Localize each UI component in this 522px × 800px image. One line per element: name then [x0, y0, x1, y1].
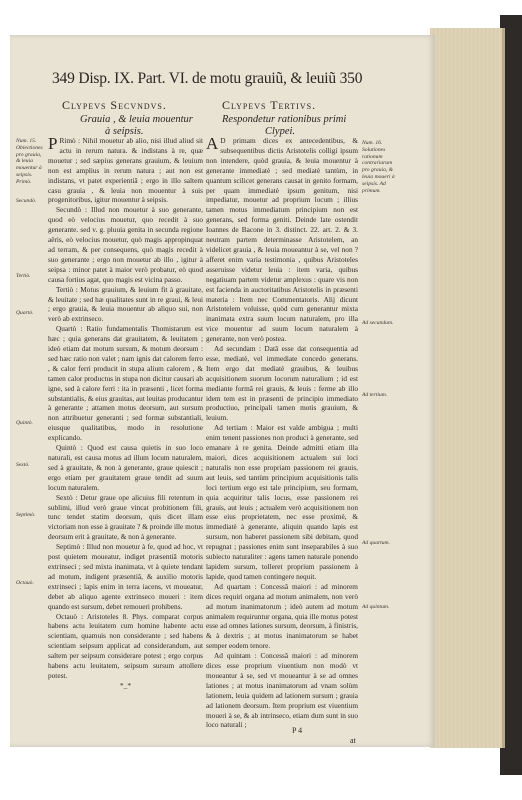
- right-paragraph: Ad tertiam : Maior est valde ambigua ; multi enim tenent passiones non produci à generante, sed emanare à re genita. Deinde admitti etiam illa maiori, dices acquisitionem actualem sui loci naturalis non esse propriam passionem rei grauis, aut leuis, sed tantùm principium acquisitionis talis loci tertium ergo est tale principium, seu formam, quia acquiritur talis locus, esse passionem rei grauis, aut leuis ; actualem verò acquisitionem non esse eius proprietatem, nec esse proximè, & immediatè à generante, aliquin quando lapis est sursum, non haberet passionem sibi debitam, quod repugnat ; passiones enim sunt inseparabiles à suo subiecto naturaliter : agens tamen naturale ponendo lapidem sursum, tolleret proprium passionem à lapide, quod tamen contingere nequit.: [206, 423, 358, 581]
- drop-cap-p: P: [48, 134, 58, 153]
- left-margin-note: Septimò.: [16, 512, 36, 518]
- right-margin-note: Ad secundum.: [362, 320, 394, 326]
- page-edges: [430, 28, 505, 748]
- right-subtitle-line2: Clypei.: [265, 126, 296, 137]
- left-margin-note: Secundò.: [16, 198, 37, 204]
- right-paragraph: A D primam dices ex antecedentibus, & subsequentibus dictis Aristotelis colligi ipsum non intendere, quòd grauia, & leuia mouentur à generante immediatè ; sed mediatè tantùm, in quantum scilicet generans causat in genito formam, per quam immediatè ipsum genitum, nisi impediatur, mouetur ad proprium locum ; illius tamen motus immediatum principium non est generans, sed forma geniti. Deinde late ostendit Ioannes de Bacone in 3. distinct. 22. art. 2. & 3. neutram partem determinasse Aristotelem, an videlicet grauia , & leuia moueantur à se, vel non ? afferet enim varia testimonia , quibus Aristoteles asseruisse videtur leuia : item varia, quibus negatiuam partem videtur amplexus : quare vis non est facienda in auctoritatibus Aristotelis in præsenti materia : Item nec Commentatoris. Alij dicunt Aristotelem voluisse, quòd cum generantur mixta inanimata extra suum locum naturalem, pro illa vice mouentur ad suum locum naturalem à generante, non verò postea.: [206, 134, 358, 344]
- left-margin-note: Sextò.: [16, 462, 30, 468]
- right-paragraph: Ad quintam : Concessâ maiori : ad minorem dices esse proprium viuentium non modò vt moueantur à se, sed vt moueantur à se ad omnes lationes ; at motus inanimatorum ad vnam solùm lationem, leuia quidem ad lationem sursum ; grauia ad lationem deorsum. Item proprium est viuentium moueri à se, & ab intrinseco, etiam dum sunt in suo loco naturali ;: [206, 651, 358, 730]
- left-paragraph: Tertiò : Motus grauium, & leuium fit à grauitate, & leuitate ; sed hæ qualitates sunt in re graui, & leui ; ergo grauia, & leuia mouentur ab aliquo sui, non verò ab extrinseco.: [48, 284, 203, 324]
- left-margin-note: Num. 15. Obiectiones pro grauia, & leuia mouentur à seipsis. Primò.: [16, 138, 43, 185]
- left-paragraph: Quintò : Quod est causa quietis in suo loco naturali, est causa motus ad illum locum naturalem, sed à grauitate, & non à generante, graue quiescit ; ergo etiam per grauitatem graue tendit ad suum locum naturalem.: [48, 443, 203, 492]
- left-paragraph: Octauò : Aristoteles 8. Phys. comparat corpus habens actu leuitatem cum homine habente actu scientiam, quamuis non considerante ; sed habens scientiam seipsum applicat ad considerandum, aut saltem per seipsum considerare potest ; ergo corpus habens actu leuitatem, seipsum sursum attollere potest.: [48, 611, 203, 680]
- left-paragraph: P Rimò : Nihil mouetur ab alio, nisi illud aliud sit actu in rerum natura. & indistans à re, quæ mouetur ; sed sæpius generans grauium, & leuium non est amplius in rerum natura ; aut non est indistans, vt patet experientiâ ; ergo in illo saltem casu grauia , & leuia non mouentur à suis progenitoribus, igitur mouentur à seipsis.: [48, 134, 203, 205]
- drop-cap-a: A: [206, 134, 219, 153]
- right-margin-note: Ad quartum.: [362, 540, 390, 546]
- left-paragraph: Sextò : Detur graue ope alicuius fili retentum in sublimi, illud verò graue vincat probitionem fili, tunc tendet statim deorsum, quis dicet illam victoriam non esse à grauitate ? & proinde ille motus deorsum erit à grauitate, & non à generante.: [48, 492, 203, 542]
- left-margin-note: Quartò.: [16, 310, 34, 316]
- left-margin-note: Tertiò.: [16, 273, 31, 279]
- right-column: [206, 136, 358, 730]
- right-paragraph: Ad secundam : Datâ esse dat consequentia ad esse, mediatè, vel immediate concedo generans. Item ergo dat mediatè grauibus, & leuibus acquisitionem suorum locorum naturalium ; id est mediante formâ rei grauis, & leuis : ferme ab illo idem tem est in præsenti de principio immediato productiuo, principali tamen motis grauium, & leuium.: [206, 344, 358, 423]
- left-subtitle-line1: Grauia , & leuia mouentur: [80, 114, 193, 125]
- running-header: 349 Disp. IX. Part. VI. de motu grauiũ, & leuiũ 350: [52, 70, 363, 87]
- left-column-title: Clypevs Secvndvs.: [62, 98, 167, 112]
- left-paragraph: Quartò : Ratio fundamentalis Thomistarum est hæc ; quia generans dat grauitatem, & leuitatem ; ideò etiam dat motum sursum, & motum deorsum : sed hæc ratio non valet ; nam ignis dat calorem ferro , & calor ferri producit in stupa alium calorem , & tamen calor productus in stupa non dicitur causari ab igne, sed à calore ferri : ita in præsenti , licet forma substantialis, & eius grauitas, aut leuitas producantur à generante ; attamen motus deorsum, aut sursum non attribuetur generanti ; sed formæ substantiali, eiusque qualitatibus, modo in resolutione explicando.: [48, 324, 203, 443]
- right-margin-note: Ad quintum.: [362, 604, 390, 610]
- left-margin-note: Quintò.: [16, 420, 33, 426]
- signature-mark: P 4: [292, 726, 303, 735]
- right-subtitle-line1: Respondetur rationibus primi: [222, 114, 347, 125]
- right-margin-note: Ad tertium.: [362, 392, 388, 398]
- right-column-title: Clypevs Tertivs.: [222, 98, 317, 112]
- left-paragraph: Secundò : Illud non mouetur à suo generante, quod eò velocius mouetur, quo recedit à suo generante. sed v. g. pluuia genita in secunda regione aëris, eò velocius mouetur, quò magis appropinquat ad terram, & per consequens, quò magis recedit à suo generante ; ergo non mouetur ab illo , igitur à seipsa : minor patet à maior verò probatur, eò quod causa fortius agat, quo magis est vicina passo.: [48, 205, 203, 284]
- left-catch: *_*: [120, 680, 131, 690]
- left-paragraph: Septimò : Illud non mouetur à fe, quod ad hoc, vt post quietem moueatur, indiget præsentiâ motoris extrinseci ; sed mixta inanimata, vt à quiete tendant ad motum, indigent præsentiâ, & auxilio motoris extrinseci ; lapis enim in terra iacens, vt moueatur, debet ab aliquo agente extrinseco moueri : item quando est sursum, debet remoueri prohibens.: [48, 542, 203, 611]
- catchword: at: [350, 736, 356, 745]
- right-margin-note: Num. 16. Solutiones rationum contrariarum pro grauia, & leuia moueri à seipsis. Ad primum.: [362, 140, 395, 194]
- right-paragraph: Ad quartam : Concessâ maiori : ad minorem dices requiri organa ad motum animalem, non verò ad motum inanimatorum ; ideò autem ad motum animalem requiruntur organa, quia ille motus potest esse ad omnes lationes sursum, deorsum, à finistris, & à dextris ; at motus inanimatorum se habet semper eodem tenore.: [206, 581, 358, 651]
- left-margin-note: Octauò.: [16, 580, 34, 586]
- left-column: [48, 136, 203, 691]
- left-subtitle-line2: à seipsis.: [105, 126, 144, 137]
